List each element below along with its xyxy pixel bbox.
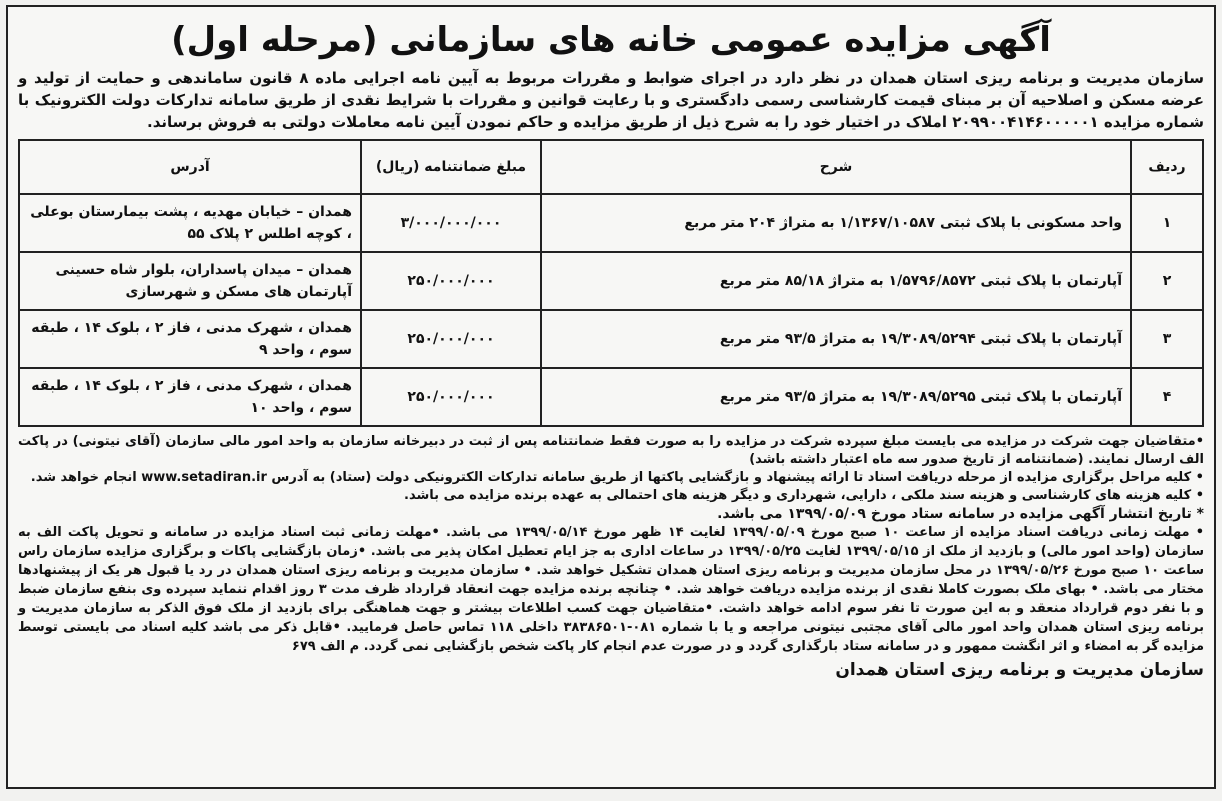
table-row (19, 310, 1203, 368)
row-number: ۲ (1131, 252, 1203, 310)
intro-paragraph: سازمان مدیریت و برنامه ریزی استان همدان در نظر دارد در اجرای ضوابط و مقررات مربوط به آیین نامه اجرایی ماده ۸ قانون ساماندهی و حمایت از تولید و عرضه مسکن و اصلاحیه آن بر مبنای قیمت کارشناسی رسمی دادگستری و با رعایت قوانین و مقررات با شرایط نقدی از طریق سامانه تدارکات دولت الکترونیک با شماره مزایده ۲۰۹۹۰۰۴۱۴۶۰۰۰۰۰۱ املاک در اختیار خود را به شرح ذیل از طریق مزایده و حاکم نمودن آیین نامه معاملات دولتی به فروش برساند. (18, 69, 1204, 131)
condition-setad-portal: • کلیه مراحل برگزاری مزایده از مرحله دریافت اسناد تا ارائه پیشنهاد و بازگشایی پاکتها از طریق سامانه تدارکات الکترونیکی دولت (ستاد) به آدرس www.setadiran.ir انجام خواهد شد. (30, 470, 1204, 485)
tender-notice (6, 5, 1216, 789)
condition-publish-date: * تاریخ انتشار آگهی مزایده در سامانه ستاد مورخ ۱۳۹۹/۰۵/۰۹ می باشد. (717, 506, 1204, 522)
row-description: آپارتمان با پلاک ثبتی ۱۹/۳۰۸۹/۵۲۹۵ به متراژ ۹۳/۵ متر مربع (541, 368, 1131, 426)
row-number: ۱ (1131, 194, 1203, 252)
row-address: همدان ، شهرک مدنی ، فاز ۲ ، بلوک ۱۴ ، طبقه سوم ، واحد ۱۰ (19, 368, 361, 426)
table-header-row (19, 140, 1203, 194)
header-row-number: ردیف (1131, 140, 1203, 194)
header-guarantee-amount: مبلغ ضمانتنامه (ریال) (361, 140, 541, 194)
row-address: همدان – میدان پاسداران، بلوار شاه حسینی آپارتمان های مسکن و شهرسازی (19, 252, 361, 310)
row-address: همدان – خیابان مهدیه ، پشت بیمارستان بوعلی ، کوچه اطلس ۲ پلاک ۵۵ (19, 194, 361, 252)
condition-guarantee: •متقاضیان جهت شرکت در مزایده می بایست مبلغ سپرده شرکت در مزایده را به صورت فقط ضمانتنامه پس از ثبت در دبیرخانه سازمان به واحد امور مالی سازمان (آقای نیتونی) در پاکت الف ارسال نمایند. (ضمانتنامه از تاریخ صدور سه ماه اعتبار داشته باشد) (18, 434, 1204, 467)
row-guarantee-amount: ۲۵۰/۰۰۰/۰۰۰ (361, 368, 541, 426)
table-row (19, 368, 1203, 426)
property-table (18, 139, 1204, 427)
header-description: شرح (541, 140, 1131, 194)
row-number: ۴ (1131, 368, 1203, 426)
row-guarantee-amount: ۳/۰۰۰/۰۰۰/۰۰۰ (361, 194, 541, 252)
notice-title: آگهی مزایده عمومی خانه های سازمانی (مرحله اول) (171, 20, 1051, 60)
conditions-list (18, 433, 1204, 523)
row-address: همدان ، شهرک مدنی ، فاز ۲ ، بلوک ۱۴ ، طبقه سوم ، واحد ۹ (19, 310, 361, 368)
header-address: آدرس (19, 140, 361, 194)
row-guarantee-amount: ۲۵۰/۰۰۰/۰۰۰ (361, 252, 541, 310)
issuer-signature: سازمان مدیریت و برنامه ریزی استان همدان (835, 660, 1204, 680)
schedule-details: • مهلت زمانی دریافت اسناد مزایده از ساعت ۱۰ صبح مورخ ۱۳۹۹/۰۵/۰۹ لغایت ۱۴ ظهر مورخ ۱۳۹۹/۰۵/۱۴ می باشد. •مهلت زمانی ثبت اسناد مزایده در سامانه و تحویل پاکت الف به سازمان (واحد امور مالی) و بازدید از ملک از ۱۳۹۹/۰۵/۱۵ لغایت ۱۳۹۹/۰۵/۲۵ در ساعات اداری به جز ایام تعطیل امکان پذیر می باشد. •زمان بازگشایی پاکات و برگزاری مزایده سازمان راس ساعت ۱۰ صبح مورخ ۱۳۹۹/۰۵/۲۶ در محل سازمان مدیریت و برنامه ریزی استان همدان تشکیل خواهد شد. • سازمان مدیریت و برنامه ریزی استان همدان در رد یا قبول هر یک از پیشنهادها مختار می باشد. • بهای ملک بصورت کاملا نقدی از برنده مزایده دریافت خواهد شد. • چنانچه برنده مزایده جهت انعقاد قرارداد ظرف مدت ۳ روز اقدام ننماید سپرده وی بنفع سازمان ضبط و با نفر دوم قرارداد منعقد و به این صورت تا نفر سوم ادامه خواهد داشت. •متقاضیان جهت کسب اطلاعات بیشتر و جهت هماهنگی برای بازدید از ملک فوق الذکر به سازمان مدیریت و برنامه ریزی استان همدان واحد امور مالی آقای مجتبی نیتونی مراجعه و یا با شماره ۰۸۱-۳۸۳۸۶۵۰۱ داخلی ۱۱۸ تماس حاصل فرمایید. •قابل ذکر می باشد کلیه اسناد می بایستی توسط مزایده گر به امضاء و اثر انگشت ممهور و در سامانه ستاد بارگذاری گردد و در صورت عدم انجام کار پاکت شخص بازگشایی نمی گردد. م الف ۶۷۹ (18, 525, 1205, 654)
row-description: آپارتمان با پلاک ثبتی ۱/۵۷۹۶/۸۵۷۲ به متراژ ۸۵/۱۸ متر مربع (541, 252, 1131, 310)
row-description: آپارتمان با پلاک ثبتی ۱۹/۳۰۸۹/۵۲۹۴ به متراژ ۹۳/۵ متر مربع (541, 310, 1131, 368)
row-description: واحد مسکونی با پلاک ثبتی ۱/۱۳۶۷/۱۰۵۸۷ به متراژ ۲۰۴ متر مربع (541, 194, 1131, 252)
condition-costs: • کلیه هزینه های کارشناسی و هزینه سند ملکی ، دارایی، شهرداری و دیگر هزینه های احتمالی به عهده برنده مزایده می باشد. (404, 488, 1204, 503)
row-number: ۳ (1131, 310, 1203, 368)
row-guarantee-amount: ۲۵۰/۰۰۰/۰۰۰ (361, 310, 541, 368)
table-row (19, 252, 1203, 310)
table-row (19, 194, 1203, 252)
